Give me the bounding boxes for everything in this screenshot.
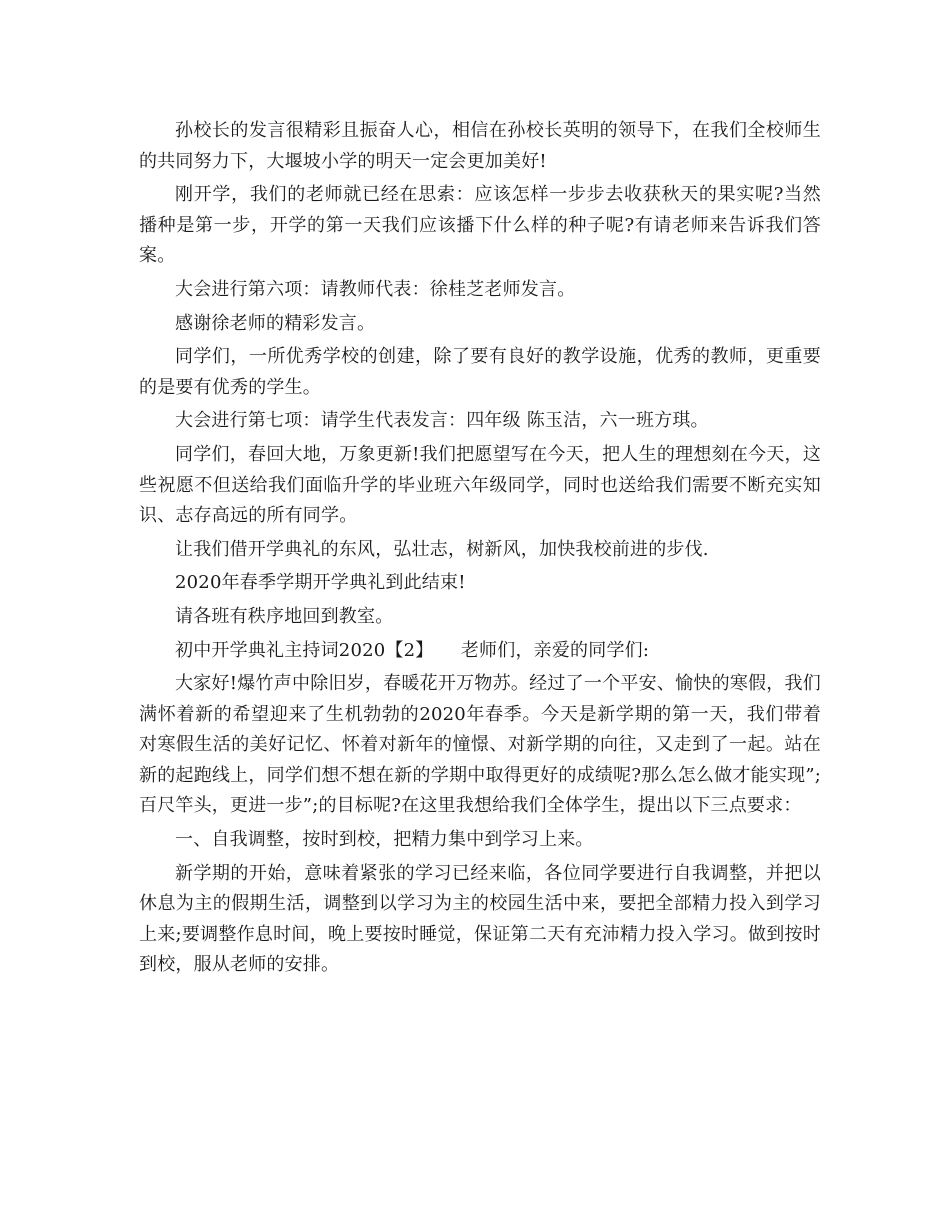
paragraph: 感谢徐老师的精彩发言。	[175, 312, 376, 334]
document-body	[139, 116, 821, 981]
paragraph: 一、自我调整，按时到校，把精力集中到学习上来。	[175, 829, 594, 851]
paragraph: 请各班有秩序地回到教室。	[175, 605, 394, 627]
paragraph: 大会进行第七项：请学生代表发言：四年级 陈玉洁，六一班方琪。	[175, 410, 709, 432]
paragraph: 同学们，一所优秀学校的创建，除了要有良好的教学设施，优秀的教师，更重要的是要有优秀的学生。	[139, 346, 821, 398]
paragraph: 同学们，春回大地，万象更新!我们把愿望写在今天，把人生的理想刻在今天，这些祝愿不但送给我们面临升学的毕业班六年级同学，同时也送给我们需要不断充实知识、志存高远的所有同学。	[139, 443, 821, 527]
paragraph: 大家好!爆竹声中除旧岁，春暖花开万物苏。经过了一个平安、愉快的寒假，我们满怀着新的希望迎来了生机勃勃的2020年春季。今天是新学期的第一天，我们带着对寒假生活的美好记忆、怀着对新年的憧憬、对新学期的向往，又走到了一起。站在新的起跑线上，同学们想不想在新的学期中取得更好的成绩呢?那么怎么做才能实现”;百尺竿头，更进一步”;的目标呢?在这里我想给我们全体学生，提出以下三点要求：	[139, 673, 821, 817]
paragraph: 新学期的开始，意味着紧张的学习已经来临，各位同学要进行自我调整，并把以休息为主的假期生活，调整到以学习为主的校园生活中来，要把全部精力投入到学习上来;要调整作息时间，晚上要按时睡觉，保证第二天有充沛精力投入学习。做到按时到校，服从老师的安排。	[139, 862, 821, 976]
section-heading: 初中开学典礼主持词2020【2】 老师们，亲爱的同学们:	[175, 639, 650, 661]
paragraph: 大会进行第六项：请教师代表：徐桂芝老师发言。	[175, 278, 576, 300]
paragraph: 让我们借开学典礼的东风，弘壮志，树新风，加快我校前进的步伐.	[175, 538, 709, 560]
paragraph: 孙校长的发言很精彩且振奋人心，相信在孙校长英明的领导下，在我们全校师生的共同努力下，大堰坡小学的明天一定会更加美好!	[139, 120, 821, 172]
paragraph: 刚开学，我们的老师就已经在思索：应该怎样一步步去收获秋天的果实呢?当然播种是第一步，开学的第一天我们应该播下什么样的种子呢?有请老师来告诉我们答案。	[139, 184, 821, 267]
paragraph: 2020年春季学期开学典礼到此结束!	[175, 572, 466, 594]
